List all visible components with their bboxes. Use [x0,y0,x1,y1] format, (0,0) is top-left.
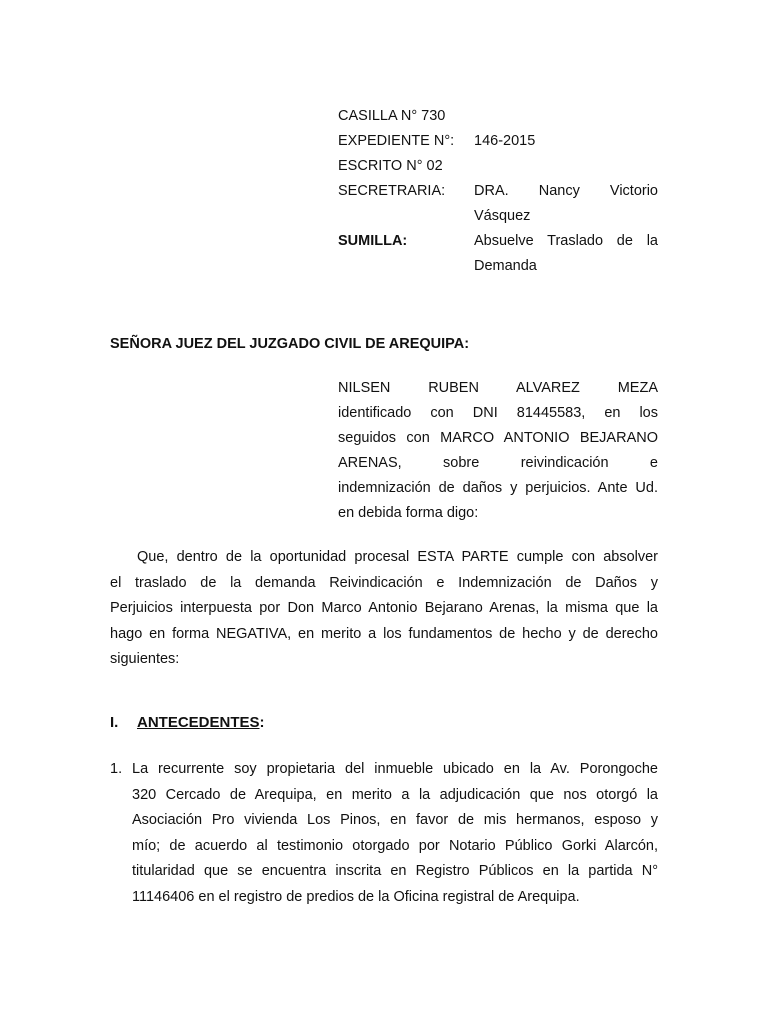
intro-line: siguientes: [110,651,180,667]
identification-line: seguidos con MARCO ANTONIO BEJARANO [338,430,658,446]
expediente-label: EXPEDIENTE N°: [338,133,455,149]
section-heading [110,714,265,731]
intro-line: hago en forma NEGATIVA, en merito a los fundamentos de hecho y de derecho [110,625,658,642]
list-item-line: mío; de acuerdo al testimonio otorgado por Notario Público Gorki Alarcón, [132,837,658,854]
intro-line: Perjuicios interpuesta por Don Marco Antonio Bejarano Arenas, la misma que la [110,600,658,616]
secretaria-label: SECRETRARIA: [338,183,446,199]
section-colon: : [259,714,265,731]
casilla: CASILLA N° 730 [338,108,446,124]
list-item-text [132,757,658,910]
list-item-line: Asociación Pro vivienda Los Pinos, en favor de mis hermanos, esposo y [132,812,658,828]
section-number: I. [110,714,119,731]
sumilla-label: SUMILLA: [338,233,408,249]
identification-line: ARENAS, sobre reivindicación e [338,455,658,471]
sumilla-line-1: Absuelve Traslado de la [474,233,658,249]
list-item-line: La recurrente soy propietaria del inmueble ubicado en la Av. Porongoche [132,761,658,777]
identification-line: indemnización de daños y perjuicios. Ante Ud. [338,480,658,496]
intro-line: Que, dentro de la oportunidad procesal ESTA PARTE cumple con absolver [137,549,658,565]
case-header [338,104,658,279]
secretaria-line-1: DRA. Nancy Victorio [474,183,658,199]
sumilla-line-2: Demanda [474,258,537,274]
section-title: ANTECEDENTES [137,714,260,731]
list-item-line: 11146406 en el registro de predios de la Oficina registral de Arequipa. [132,888,580,905]
intro-line: el traslado de la demanda Reivindicación e Indemnización de Daños y [110,574,658,591]
identification-line: NILSEN RUBEN ALVAREZ MEZA [338,380,658,396]
list-item-line: 320 Cercado de Arequipa, en merito a la adjudicación que nos otorgó la [132,786,658,803]
identification-line: en debida forma digo: [338,505,479,521]
intro-paragraph [110,545,658,673]
identification-block [338,376,658,526]
addressee-heading: SEÑORA JUEZ DEL JUZGADO CIVIL DE AREQUIPA: [110,336,470,352]
escrito: ESCRITO N° 02 [338,158,443,174]
expediente-value: 146-2015 [474,133,536,149]
list-item-line: titularidad que se encuentra inscrita en Registro Públicos en la partida N° [132,863,658,879]
secretaria-line-2: Vásquez [474,208,531,224]
identification-line: identificado con DNI 81445583, en los [338,405,658,421]
list-item-number: 1. [110,761,123,777]
list-item [110,757,658,910]
